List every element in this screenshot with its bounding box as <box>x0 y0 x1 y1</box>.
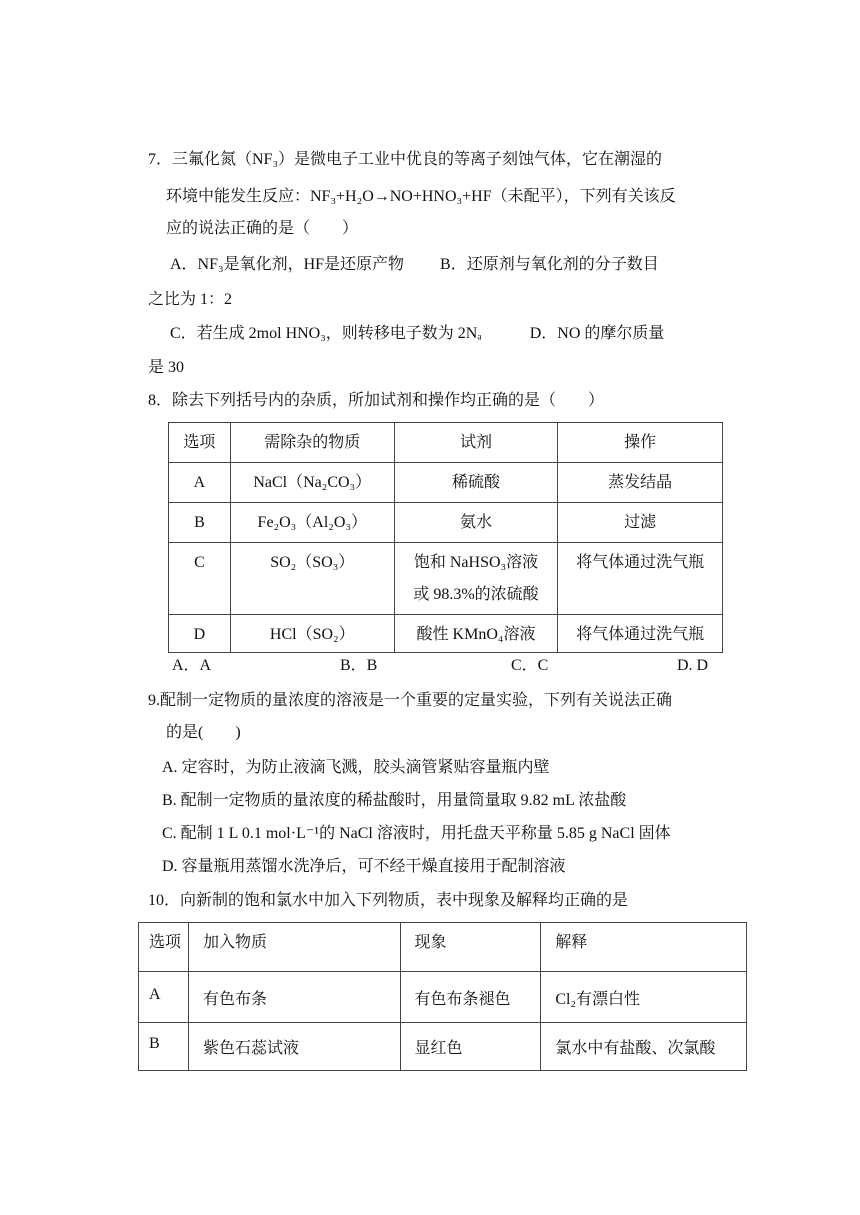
table-cell: HCl（SO₂） <box>230 615 394 653</box>
q8-answer-a: A．A <box>172 657 212 674</box>
table-cell <box>394 543 558 615</box>
q9-option-a: A. 定容时，为防止液滴飞溅，胶头滴管紧贴容量瓶内壁 <box>162 759 550 776</box>
table-cell: NaCl（Na₂CO₃） <box>230 463 394 503</box>
q9-option-d: D. 容量瓶用蒸馏水洗净后，可不经干燥直接用于配制溶液 <box>162 858 566 875</box>
table-cell: B <box>139 1023 189 1071</box>
header-cell: 操作 <box>558 423 723 463</box>
q9-stem-line1: 9.配制一定物质的量浓度的溶液是一个重要的定量实验，下列有关说法正确 <box>148 692 673 709</box>
q7-stem-line3: 应的说法正确的是（ ） <box>166 220 359 237</box>
q9-option-c: C. 配制 1 L 0.1 mol·L⁻¹的 NaCl 溶液时，用托盘天平称量 5.85 g NaCl 固体 <box>162 825 671 842</box>
reagent-line1: 饱和 NaHSO₃溶液 <box>413 554 539 571</box>
q8-table <box>168 422 723 653</box>
table-cell: Cl₂有漂白性 <box>541 972 747 1023</box>
header-cell: 加入物质 <box>188 923 400 972</box>
q7-option-d-continued: 是 30 <box>148 359 185 376</box>
table-row <box>139 972 747 1023</box>
table-cell: A <box>139 972 189 1023</box>
table-row <box>169 543 723 615</box>
q10-stem: 10．向新制的饱和氯水中加入下列物质，表中现象及解释均正确的是 <box>148 892 629 909</box>
q10-table <box>138 922 747 1071</box>
q8-answer-b: B．B <box>340 657 378 674</box>
header-cell: 选项 <box>169 423 231 463</box>
q7-option-b-continued: 之比为 1：2 <box>148 291 233 308</box>
q9-stem-line2: 的是( ) <box>166 724 241 741</box>
q7-options-cd: C．若生成 2mol HNO₃，则转移电子数为 2Nₐ D．NO 的摩尔质量 <box>170 325 665 342</box>
header-cell: 试剂 <box>394 423 558 463</box>
table-cell: C <box>169 543 231 615</box>
table-cell: 蒸发结晶 <box>558 463 723 503</box>
table-cell: 将气体通过洗气瓶 <box>558 543 723 615</box>
table-cell: A <box>169 463 231 503</box>
header-cell: 选项 <box>139 923 189 972</box>
table-cell: 有色布条褪色 <box>400 972 541 1023</box>
table-cell: 有色布条 <box>188 972 400 1023</box>
q7-stem-line2: 环境中能发生反应：NF₃+H₂O→NO+HNO₃+HF（未配平），下列有关该反 <box>166 188 676 205</box>
q7-stem-line1: 7．三氟化氮（NF₃）是微电子工业中优良的等离子刻蚀气体，它在潮湿的 <box>148 151 663 168</box>
q9-option-b: B. 配制一定物质的量浓度的稀盐酸时，用量筒量取 9.82 mL 浓盐酸 <box>162 792 627 809</box>
table-row <box>139 1023 747 1071</box>
header-cell: 解释 <box>541 923 747 972</box>
table-cell: 氯水中有盐酸、次氯酸 <box>541 1023 747 1071</box>
table-cell: 显红色 <box>400 1023 541 1071</box>
table-cell: 过滤 <box>558 503 723 543</box>
table-cell: D <box>169 615 231 653</box>
table-cell: 稀硫酸 <box>394 463 558 503</box>
table-cell: 酸性 KMnO₄溶液 <box>394 615 558 653</box>
q8-answer-d: D. D <box>677 657 709 674</box>
table-cell: 氨水 <box>394 503 558 543</box>
table-cell: SO₂（SO₃） <box>230 543 394 615</box>
header-cell: 需除杂的物质 <box>230 423 394 463</box>
table-cell: Fe₂O₃（Al₂O₃） <box>230 503 394 543</box>
table-row <box>169 615 723 653</box>
q8-answer-c: C．C <box>511 657 549 674</box>
table-cell: B <box>169 503 231 543</box>
q7-options-ab: A．NF₃是氧化剂，HF是还原产物 B．还原剂与氧化剂的分子数目 <box>170 256 659 273</box>
table-cell: 紫色石蕊试液 <box>188 1023 400 1071</box>
header-cell: 现象 <box>400 923 541 972</box>
table-header-row <box>169 423 723 463</box>
q8-stem: 8．除去下列括号内的杂质，所加试剂和操作均正确的是（ ） <box>148 392 605 409</box>
table-row <box>169 463 723 503</box>
table-row <box>169 503 723 543</box>
table-cell: 将气体通过洗气瓶 <box>558 615 723 653</box>
table-header-row <box>139 923 747 972</box>
reagent-line2: 或 98.3%的浓硫酸 <box>413 586 539 603</box>
